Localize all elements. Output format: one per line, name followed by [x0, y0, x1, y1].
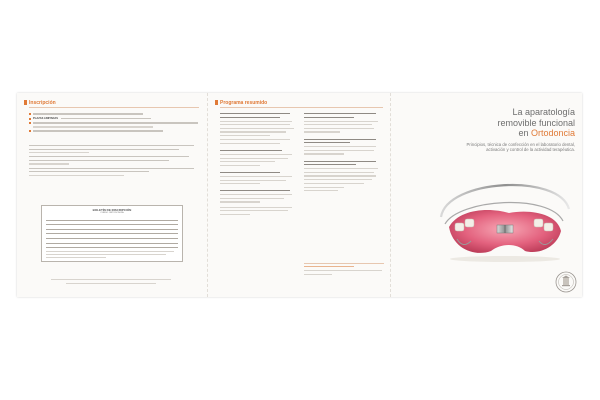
form-field[interactable]: [42, 230, 182, 235]
orthodontic-appliance-image: [429, 169, 579, 264]
form-field[interactable]: [42, 216, 182, 221]
registration-form: [41, 205, 183, 262]
form-field[interactable]: [42, 234, 182, 239]
program-column-left: [220, 113, 296, 217]
section-marker: [24, 100, 27, 105]
program-column-right: [304, 113, 380, 194]
form-field[interactable]: [42, 244, 182, 249]
form-field[interactable]: [42, 239, 182, 244]
cover-title-block: [455, 107, 575, 152]
form-subtitle: CURSO ORTODONCIA: [100, 212, 124, 214]
cover-title-line3: en Ortodoncia: [518, 128, 575, 138]
cover-subtitle: Principios, técnica de confección en el laboratorio dental, activación y control de la actividad terapéutica.: [466, 141, 575, 152]
institution-seal-icon: [555, 271, 577, 293]
schedule-box: [304, 263, 384, 277]
section-marker: [215, 100, 218, 105]
registration-bullets: [29, 113, 199, 134]
brochure-spread: [17, 93, 582, 297]
registration-text-block: [29, 145, 197, 179]
cover-panel: [390, 93, 583, 297]
form-field[interactable]: [42, 221, 182, 226]
limited-seats-note: PLAZAS LIMITADAS: [33, 117, 59, 120]
form-field[interactable]: [42, 225, 182, 230]
cover-title-line2: removible funcional: [497, 117, 575, 128]
program-title: Programa resumido: [220, 100, 268, 106]
program-panel: [207, 93, 391, 297]
registration-title: Inscripción: [29, 100, 56, 106]
form-title: BOLETÍN DE INSCRIPCIÓN: [92, 208, 132, 212]
cover-title-accent: Ortodoncia: [530, 128, 575, 138]
footer-contact: [41, 279, 181, 286]
cover-title-line1: La aparatología: [512, 107, 575, 117]
title-rule: [220, 107, 383, 108]
form-footer-text: [42, 251, 182, 261]
registration-panel: [17, 93, 207, 297]
title-rule: [29, 107, 199, 108]
